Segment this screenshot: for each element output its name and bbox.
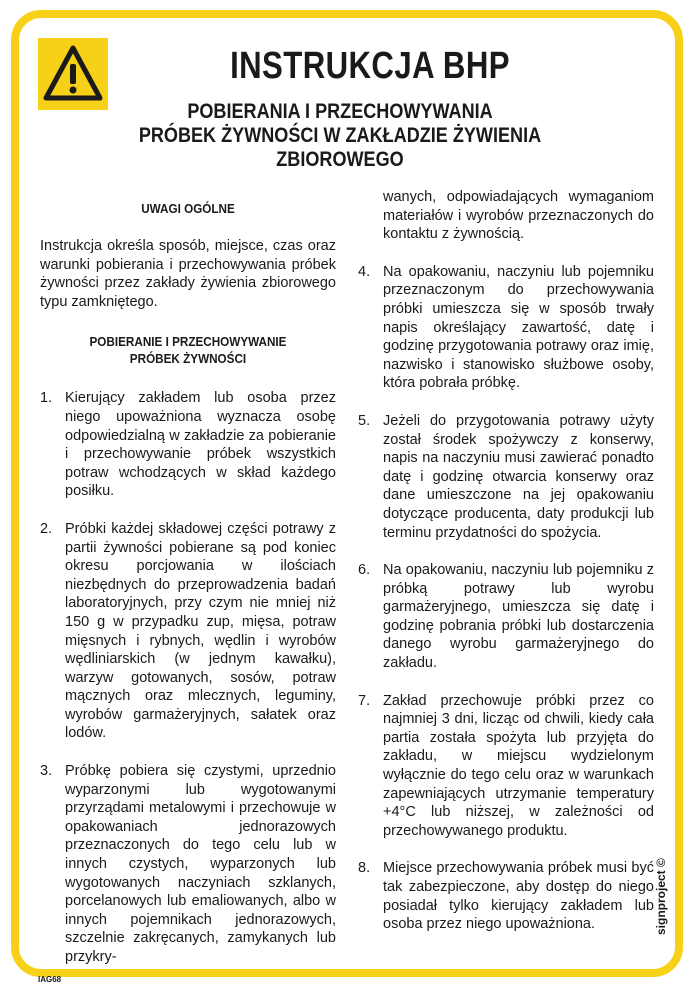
item-number: 4. (358, 263, 371, 280)
list-item (358, 263, 654, 393)
item-text: Zakład przechowuje próbki przez co najmniej 3 dni, licząc od chwili, kiedy cała partia została spożyta lub przyjęta do zakładu, w miejscu wydzielonym wyłącznie do tego celu oraz w warunkach zapewniających utrzymanie temperatury +4°C lub niższej, w zależności od przechowywanego produktu. (383, 692, 654, 839)
list-item (358, 692, 654, 841)
item-number: 7. (358, 692, 371, 709)
item-number: 2. (40, 520, 53, 537)
list-item (40, 389, 336, 501)
item-number: 6. (358, 562, 371, 579)
item-text: Próbkę pobiera się czystymi, uprzednio wyparzonymi lub wygotowanymi przyrządami metalowymi i przechowuje w opakowaniach jednorazowych przeznaczonych do tego celu lub w innych czystych, wyparzonych lub wygotowanych naczyniach szklanych, porcelanowych lub emaliowanych, albo w innych pojemnikach jednorazowych, szczelnie zakręcanych, zamykanych lub przykry- (65, 763, 336, 965)
item-text-continued: wanych, odpowiadających wymaganiom materiałów i wyrobów przeznaczonych do kontaktu z żywnością. (383, 189, 654, 243)
item-text: Kierujący zakładem lub osoba przez niego upoważniona wyznacza osobę odpowiedzialną w zakładzie za pobieranie i przechowywanie próbek wszystkich potraw wchodzących w skład każdego posiłku. (65, 390, 336, 500)
subtitle-line: POBIERANIA I PRZECHOWYWANIA (187, 100, 493, 123)
instruction-list (40, 389, 336, 966)
list-item (40, 520, 336, 743)
item-number: 5. (358, 412, 371, 429)
item-text: Miejsce przechowywania próbek musi być tak zabezpieczone, aby dostęp do niego posiadał tylko kierujący zakładem lub osoba przez niego upoważniona. (383, 860, 654, 933)
intro-text: Instrukcja określa sposób, miejsce, czas oraz warunki pobierania i przechowywania próbek żywności przez zakłady żywienia zbiorowego typu zamkniętego. (40, 238, 336, 310)
list-item (358, 859, 654, 933)
item-text: Próbki każdej składowej części potrawy z partii żywności pobierane są pod koniec okresu porcjowania w ilościach niezbędnych do przeprowadzenia badań laboratoryjnych, przy czym nie mniej niż 150 g w przypadku zup, mięsa, potraw mięsnych i rybnych, wędlin i wyrobów wędliniarskich (w jednym kawałku), warzyw gotowanych, sosów, potraw mącznych oraz mlecznych, leguminy, wyrobów garmażeryjnych, sałatek oraz lodów. (65, 520, 336, 742)
item-text: Jeżeli do przygotowania potrawy użyty został środek spożywczy z konserwy, napis na naczyniu musi zawierać ponadto datę i godzinę otwarcia konserwy oraz dane umieszczone na jej opakowaniu dotyczące producenta, daty produkcji lub terminu przydatności do spożycia. (383, 412, 654, 541)
section-heading: UWAGI OGÓLNE (141, 201, 235, 216)
product-code: IAG68 (38, 975, 62, 984)
brand-mark: signproject © (654, 858, 668, 935)
instruction-list (358, 263, 654, 934)
item-number: 1. (40, 390, 53, 407)
item-text: Na opakowaniu, naczyniu lub pojemniku z próbką potrawy lub wyrobu garmażeryjnego, umieszcza się datę i godzinę pobrania próbki lub dostarczenia danego wyrobu garmażeryjnego do zakładu. (383, 562, 654, 672)
left-column (40, 200, 336, 986)
item-text: Na opakowaniu, naczyniu lub pojemniku przeznaczonym do przechowywania próbki umieszcza się w sposób trwały napis określający zawartość, datę i godzinę przygotowania potrawy oraz imię, nazwisko i stanowisko służbowe osoby, która pobrała próbkę. (383, 263, 654, 392)
heading-line: PRÓBEK ŻYWNOŚCI (129, 351, 247, 367)
item-number: 8. (358, 860, 371, 877)
page-subtitle (82, 100, 598, 172)
list-item (358, 412, 654, 542)
section-heading (55, 333, 321, 367)
right-column (358, 188, 654, 934)
list-item (358, 561, 654, 673)
item-number: 3. (40, 763, 53, 780)
heading-line: POBIERANIE I PRZECHOWYWANIE (89, 334, 287, 350)
page-title: INSTRUKCJA BHP (230, 45, 510, 87)
list-item (40, 762, 336, 967)
subtitle-line: PRÓBEK ŻYWNOŚCI W ZAKŁADZIE ŻYWIENIA ZBIOROWEGO (138, 124, 542, 171)
